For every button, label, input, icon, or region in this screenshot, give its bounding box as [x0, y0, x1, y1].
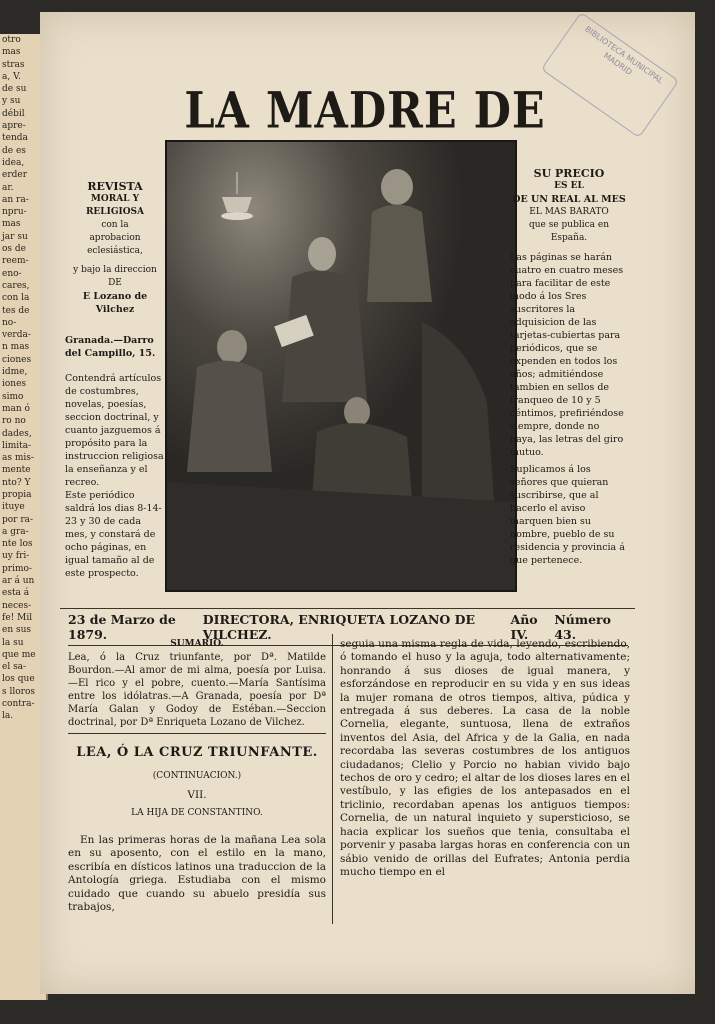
- previous-page-line: dades,: [2, 428, 32, 439]
- issue-year: Año IV.: [510, 612, 538, 642]
- previous-page-line: s lloros: [2, 686, 35, 697]
- masthead-title: LA MADRE DE: [184, 82, 546, 140]
- price-line-1: ES EL: [554, 181, 584, 191]
- previous-page-line: reem-: [2, 256, 29, 267]
- summary-heading: SUMARIO.: [170, 639, 224, 649]
- price-line-4: que se publica en España.: [528, 220, 609, 243]
- previous-page-line: nte los: [2, 539, 33, 550]
- previous-page-line: los que: [2, 674, 35, 685]
- previous-page-line: neces-: [2, 600, 32, 611]
- subscription-info-left: [65, 180, 165, 580]
- column-divider: [332, 634, 333, 924]
- content-description: Contendrá artículos de costumbres, novelas, poesías, seccion doctrinal, y cuanto jazguemos á propósito para la instruccion religiosa la enseñanza y el recreo.: [65, 373, 164, 488]
- summary-box: [68, 638, 326, 734]
- previous-page-line: y su: [2, 96, 21, 107]
- previous-page-line: a, V.: [2, 71, 21, 82]
- previous-page-line: npru-: [2, 207, 27, 218]
- summary-text: Lea, ó la Cruz triunfante, por Dª. Matilde Bourdon.—Al amor de mi alma, poesía por Luisa.—El rico y el pobre, cuento.—María Santísima entre los idólatras.—A Granada, poesía por Dª María Galan y Godoy de Estéban.—Seccion doctrinal, por Dª Enriqueta Lozano de Vilchez.: [68, 652, 326, 729]
- previous-page-line: otro: [2, 35, 21, 45]
- column-right: [340, 638, 630, 879]
- chapter-number: VII.: [187, 789, 207, 802]
- previous-page-line: uy fri-: [2, 551, 30, 562]
- previous-page-line: primo-: [2, 563, 32, 574]
- price-line-2: DE UN REAL AL MES: [512, 194, 626, 205]
- newspaper-page: [40, 12, 695, 994]
- previous-page-line: stras: [2, 59, 25, 70]
- left-line-1: con la: [101, 220, 129, 230]
- previous-page-line: la.: [2, 711, 14, 722]
- left-line-4: DE: [108, 278, 122, 288]
- price-heading: SU PRECIO: [533, 167, 605, 180]
- article-paragraph-1: En las primeras horas de la mañana Lea sola en su aposento, con el estilo en la mano, escribía en dísticos latinos una traduccion de la Antología griega. Estudiaba con el mismo cuidado que cuando su abuelo presidía sus trabajos,: [68, 834, 326, 914]
- subscriber-request: Suplicamos á los señores que quieran suscribirse, que al hacerlo el aviso marquen bien su nombre, pueblo de su residencia y provincia á que pertenece.: [510, 464, 625, 566]
- previous-page-line: a gra-: [2, 526, 29, 537]
- engraving-illustration: [165, 140, 517, 592]
- previous-page-line: mas: [2, 47, 21, 58]
- previous-page-line: esta á: [2, 588, 30, 599]
- previous-page-line: no-: [2, 317, 17, 328]
- previous-page-line: propia: [2, 489, 32, 500]
- previous-page-line: eno-: [2, 268, 22, 279]
- previous-page-line: nto? Y: [2, 477, 31, 488]
- issue-date: 23 de Marzo de 1879.: [68, 612, 176, 642]
- previous-page-line: ar.: [2, 182, 14, 193]
- price-info-right: [510, 167, 628, 567]
- director-name: E Lozano de Vilchez: [82, 291, 148, 315]
- previous-page-line: mente: [2, 465, 31, 476]
- publication-schedule: Este periódico saldrá los dias 8-14-23 y 30 de cada mes, y constará de ocho páginas, en igual tamaño al de este prospecto.: [65, 490, 162, 579]
- review-heading: REVISTA: [87, 180, 143, 193]
- previous-page-line: an ra-: [2, 194, 29, 205]
- previous-page-line: man ó: [2, 403, 30, 414]
- previous-page-line: n mas: [2, 342, 30, 353]
- previous-page-line: la su: [2, 637, 24, 648]
- previous-page-line: jar su: [2, 231, 28, 242]
- library-stamp: BIBLIOTECA MUNICIPAL MADRID: [541, 12, 679, 138]
- previous-page-line: el sa-: [2, 662, 27, 673]
- previous-page-line: erder: [2, 170, 28, 181]
- dateline-top-rule: [60, 608, 635, 609]
- previous-page-line: contra-: [2, 699, 35, 710]
- office-address: Granada.—Darro del Campillo, 15.: [65, 335, 156, 359]
- column-left: [68, 638, 326, 914]
- previous-page-line: idea,: [2, 157, 25, 168]
- previous-page-line: ituye: [2, 502, 25, 513]
- review-subheading: MORAL Y RELIGIOSA: [85, 194, 145, 217]
- previous-page-line: apre-: [2, 121, 26, 132]
- article-continuation: (CONTINUACION.): [152, 770, 242, 781]
- payment-terms: Las páginas se harán cuatro en cuatro meses para facilitar de este modo á los Sres suscritores la adquisicion de las tarjetas-cubiertas para periódicos, que se expenden en todos los años; admitiéndose tambien en sellos de franqueo de 10 y 5 céntimos, prefiriéndose siempre, donde no haya, las letras del giro mutuo.: [510, 252, 624, 458]
- left-line-2: aprobacion eclesiástica,: [87, 233, 143, 256]
- left-line-3: y bajo la direccion: [73, 265, 157, 275]
- editor-credit: DIRECTORA, ENRIQUETA LOZANO DE VILCHEZ.: [202, 612, 476, 642]
- previous-page-line: ciones: [2, 354, 32, 365]
- previous-page-line: en sus: [2, 625, 32, 636]
- previous-page-line: de es: [2, 145, 26, 156]
- previous-page-line: simo: [2, 391, 24, 402]
- previous-page-line: tes de: [2, 305, 30, 316]
- previous-page-line: ar á un: [2, 576, 35, 587]
- chapter-title: LA HIJA DE CONSTANTINO.: [131, 807, 263, 818]
- previous-page-line: fe! Mil: [2, 612, 33, 623]
- article-title: LEA, Ó LA CRUZ TRIUNFANTE.: [76, 745, 318, 761]
- family-scene-image: [167, 142, 515, 590]
- previous-page-line: por ra-: [2, 514, 34, 525]
- article-paragraph-2: seguia una misma regla de vida, leyendo, escribiendo, ó tomando el huso y la aguja, todo alternativamente; honrando á sus dioses de igual manera, y esforzándose en reproducir en su vida y en sus ideas la mujer romana de otros tiempos, altiva, púdica y entregada á sus deberes. La casa de la noble Cornelia, elegante, suntuosa, llena de extraños inventos del Asia, del Africa y de la Galia, en nada recordaba las severas costumbres de los antiguos ciudadanos; Clelio y Porcio no habian vivido bajo techos de oro y cedro; el altar de los dioses lares en el vestíbulo, y las efigies de los antepasados en el triclinio, recordaban apenas los antiguos tiempos: Cornelia, de un natural inquieto y supersticioso, se hacia explicar los sueños que tenia, consultaba el porvenir y pasaba largas horas en conferencia con un sábio venido de orillas del Eufrates; Antonia perdia mucho tiempo en el: [340, 638, 630, 878]
- previous-page-line: tenda: [2, 133, 28, 144]
- previous-page-line: mas: [2, 219, 21, 230]
- previous-page-line: que me: [2, 649, 36, 660]
- issue-number: Número 43.: [554, 612, 611, 642]
- previous-page-line: verda-: [2, 330, 31, 341]
- previous-page-line: iones: [2, 379, 27, 390]
- previous-page-line: ro no: [2, 416, 26, 427]
- price-line-3: EL MAS BARATO: [529, 207, 609, 217]
- previous-page-line: os de: [2, 244, 26, 255]
- previous-page-line: as mis-: [2, 453, 34, 464]
- previous-page-line: limita-: [2, 440, 32, 451]
- previous-page-line: de su: [2, 84, 27, 95]
- previous-page-line: idme,: [2, 367, 28, 378]
- previous-page-line: débil: [2, 108, 25, 119]
- previous-page-line: cares,: [2, 280, 30, 291]
- previous-page-line: con la: [2, 293, 30, 304]
